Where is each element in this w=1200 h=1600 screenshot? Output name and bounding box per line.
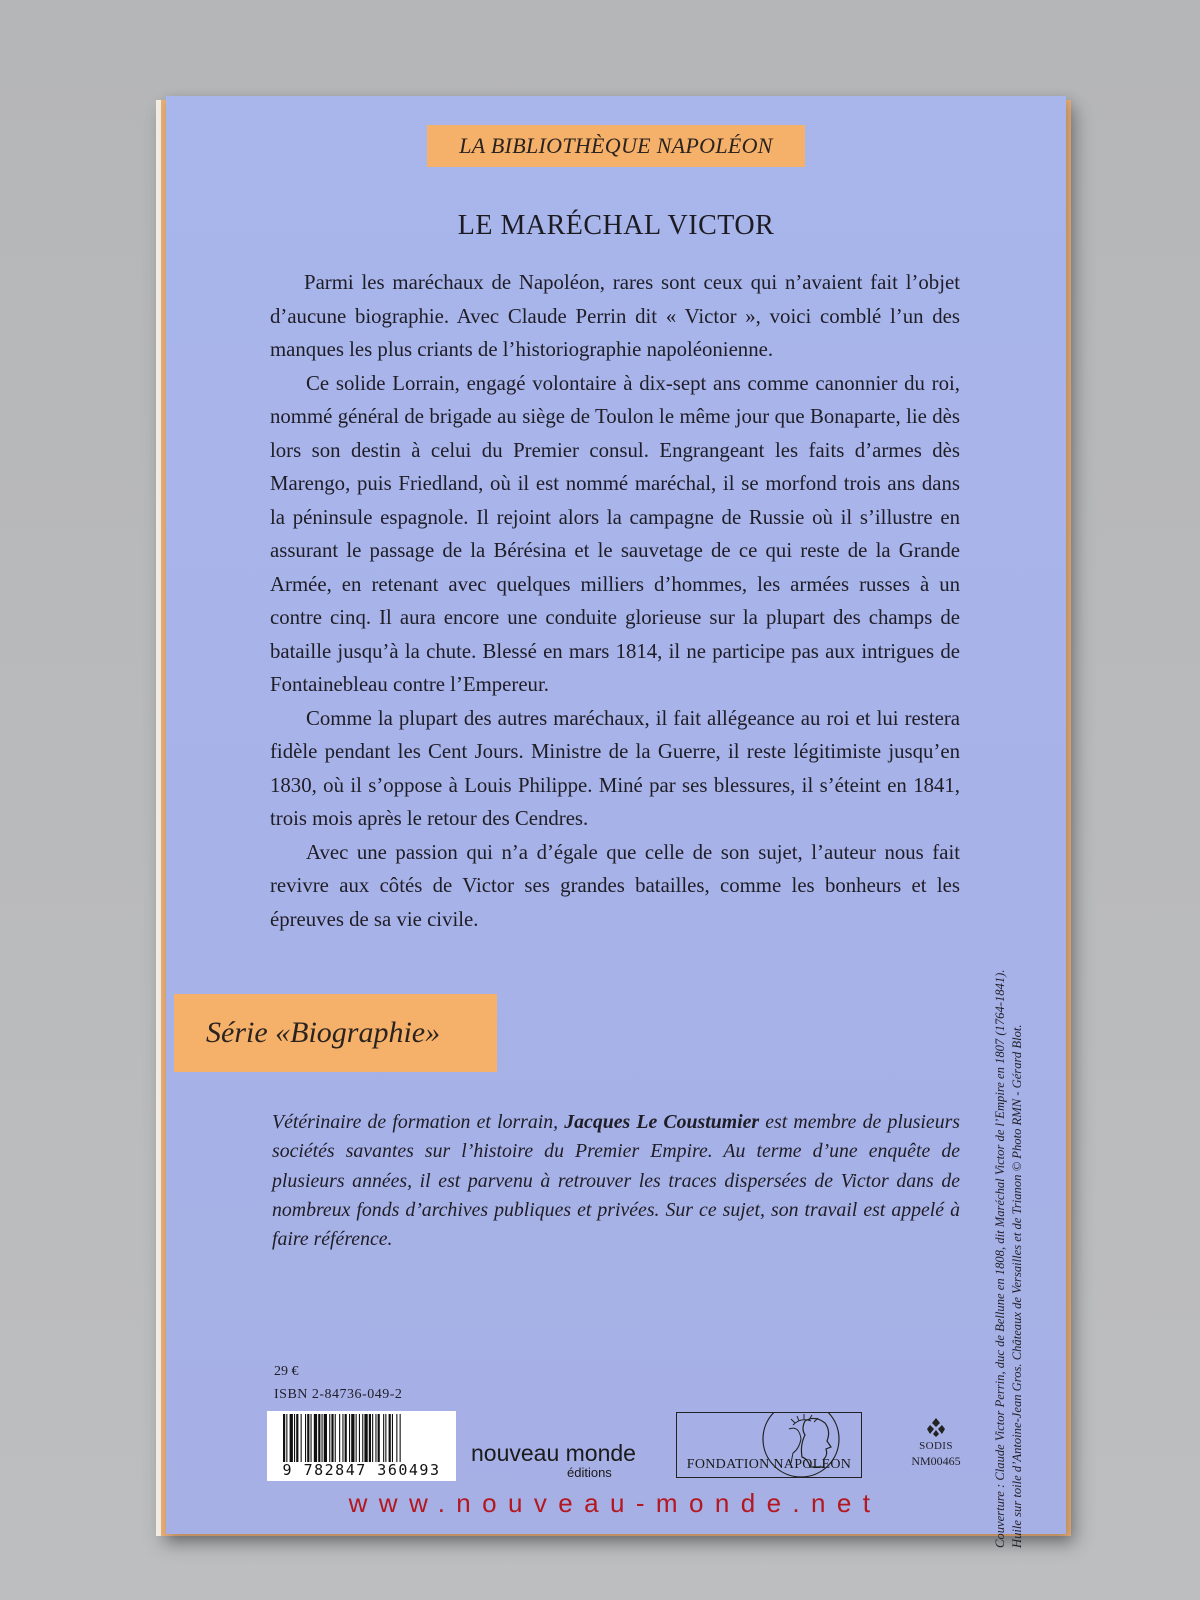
book-title: LE MARÉCHAL VICTOR <box>457 210 775 241</box>
blurb-paragraph: Avec une passion qui n’a d’égale que celle de son sujet, l’auteur nous fait revivre aux côtés de Victor ses grandes batailles, comme les bonheurs et les épreuves de sa vie civile. <box>270 840 960 931</box>
author-bio-intro: Vétérinaire de formation et lorrain, <box>272 1111 565 1133</box>
barcode-bar <box>351 1414 354 1462</box>
distributor-logo <box>896 1412 976 1469</box>
barcode-bar <box>322 1414 323 1462</box>
barcode-bar <box>286 1414 287 1462</box>
barcode-bar <box>331 1414 333 1462</box>
barcode-digits: 9 782847 360493 <box>282 1461 441 1479</box>
barcode-bar <box>389 1414 391 1462</box>
barcode-bar <box>318 1414 320 1462</box>
barcode <box>267 1411 456 1481</box>
barcode-bar <box>324 1414 327 1462</box>
barcode-bar <box>305 1414 306 1462</box>
barcode-bar <box>359 1414 360 1462</box>
barcode-bar <box>396 1414 397 1462</box>
barcode-bar <box>372 1414 373 1462</box>
barcode-bar <box>392 1414 393 1462</box>
author-bio-rest: est membre de plusieurs sociétés savantes sur l’histoire du Premier Empire. Au terme d’une enquête de plusieurs années, il est parvenu à retrouver les traces dispersées de Victor dans de nombreux fonds d’archives publiques et privées. Sur ce sujet, son travail est appelé à faire référence. <box>272 1111 960 1251</box>
barcode-bar <box>349 1414 350 1462</box>
barcode-bar <box>356 1414 357 1462</box>
barcode-bar <box>369 1414 371 1462</box>
barcode-bar <box>311 1414 312 1462</box>
sodis-icon <box>926 1416 946 1438</box>
barcode-bar <box>290 1414 293 1462</box>
barcode-bar <box>383 1414 384 1462</box>
author-bio <box>272 1108 960 1254</box>
barcode-bar <box>362 1414 363 1462</box>
blurb-paragraph: Parmi les maréchaux de Napoléon, rares sont ceux qui n’avaient fait l’objet d’aucune biographie. Avec Claude Perrin dit « Victor », voici comblé l’un des manques les plus criants de l’historiographie napoléonienne. <box>270 271 960 361</box>
distributor-name: SODIS <box>919 1440 953 1452</box>
barcode-bar <box>342 1414 343 1462</box>
barcode-bar <box>294 1414 295 1462</box>
barcode-bar <box>385 1414 386 1462</box>
barcode-bar <box>375 1414 376 1462</box>
fondation-label: FONDATION NAPOLEON <box>686 1457 852 1472</box>
barcode-bars <box>267 1414 456 1468</box>
blurb-paragraph: Comme la plupart des autres maréchaux, il fait allégeance au roi et lui restera fidèle pendant les Cent Jours. Ministre de la Guerre, il reste légitimiste jusqu’en 1830, où il s’oppose à Louis Philippe. Miné par ses blessures, il s’éteint en 1841, trois mois après le retour des Cendres. <box>270 706 960 830</box>
barcode-bar <box>301 1414 302 1462</box>
barcode-bar <box>364 1414 367 1462</box>
barcode-bar <box>283 1414 285 1462</box>
distributor-code: NM00465 <box>911 1454 961 1468</box>
publisher-website: www.nouveau-monde.net <box>348 1488 882 1518</box>
barcode-bar <box>400 1414 401 1462</box>
cover-credit-line: Couverture : Claude Victor Perrin, duc de Bellune en 1808, dit Maréchal Victor de l’Empire en 1807 (1764-1841). <box>993 969 1007 1548</box>
collection-banner: Série «Biographie» <box>174 994 497 1072</box>
series-banner: LA BIBLIOTHÈQUE NAPOLÉON <box>427 125 805 167</box>
book-back-cover <box>166 96 1066 1548</box>
barcode-bar <box>335 1414 336 1462</box>
cover-credit-line: Huile sur toile d’Antoine-Jean Gros. Châteaux de Versailles et de Trianon © Photo RMN - Gérard Blot. <box>1010 1024 1024 1548</box>
publisher-logo <box>471 1440 636 1480</box>
barcode-bar <box>339 1414 340 1462</box>
isbn: ISBN 2-84736-049-2 <box>274 1387 403 1402</box>
publisher-name: nouveau monde <box>471 1440 636 1466</box>
barcode-bar <box>378 1414 380 1462</box>
barcode-bar <box>329 1414 330 1462</box>
barcode-bar <box>307 1414 309 1462</box>
barcode-bar <box>314 1414 317 1462</box>
price: 29 € <box>274 1364 299 1379</box>
back-cover-blurb <box>270 266 960 936</box>
author-name: Jacques Le Coustumier <box>564 1111 760 1133</box>
barcode-bar <box>345 1414 347 1462</box>
publisher-sub: éditions <box>567 1465 612 1480</box>
blurb-paragraph: Ce solide Lorrain, engagé volontaire à dix-sept ans comme canonnier du roi, nommé général de brigade au siège de Toulon le même jour que Bonaparte, lie dès lors son destin à celui du Premier consul. Engrangeant les faits d’armes dès Marengo, puis Friedland, où il est nommé maréchal, il se morfond trois ans dans la péninsule espagnole. Il rejoint alors la campagne de Russie où il s’illustre en assurant le passage de la Bérésina et le sauvetage de ce qui reste de la Grande Armée, en retenant avec quelques milliers d’hommes, les armées russes à un contre cinq. Il aura encore une conduite glorieuse sur la plupart des champs de bataille jusqu’à la chute. Blessé en mars 1814, il ne participe pas aux intrigues de Fontainebleau contre l’Empereur. <box>270 371 960 696</box>
cover-credits <box>992 488 1026 1548</box>
barcode-bar <box>296 1414 298 1462</box>
fondation-napoleon-logo <box>676 1412 862 1478</box>
